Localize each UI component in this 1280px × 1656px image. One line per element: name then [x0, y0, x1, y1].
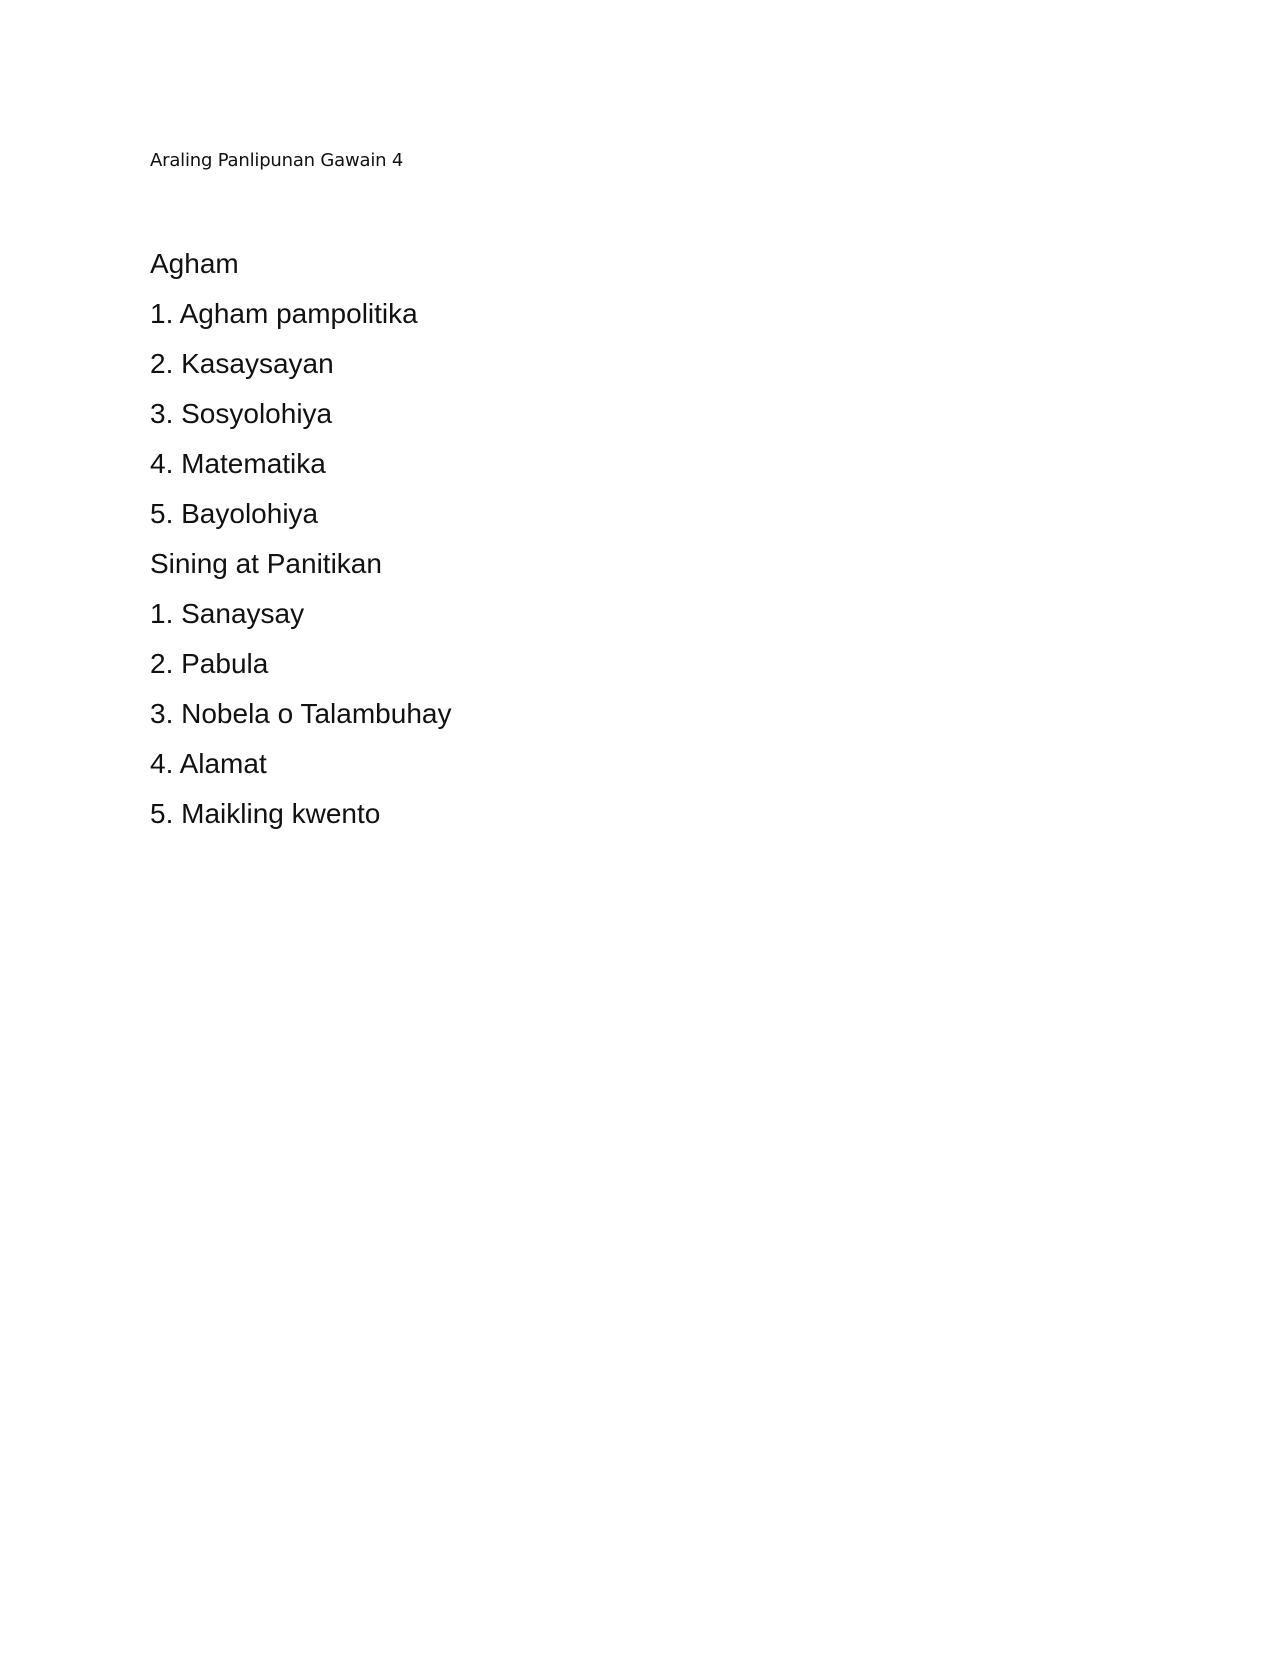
document-body — [150, 244, 451, 844]
list-item: 4. Matematika — [150, 448, 326, 479]
list-item: 1. Sanaysay — [150, 598, 305, 629]
section-heading-sining-at-panitikan: Sining at Panitikan — [150, 548, 382, 579]
list-item: 2. Pabula — [150, 648, 269, 679]
section-heading-agham: Agham — [150, 248, 239, 279]
list-item: 3. Sosyolohiya — [150, 398, 333, 429]
list-item: 4. Alamat — [150, 748, 267, 779]
list-item: 3. Nobela o Talambuhay — [150, 698, 452, 729]
list-item: 1. Agham pampolitika — [150, 298, 418, 329]
list-item: 5. Maikling kwento — [150, 798, 381, 829]
list-item: 2. Kasaysayan — [150, 348, 334, 379]
document-header: Araling Panlipunan Gawain 4 — [150, 150, 404, 171]
list-item: 5. Bayolohiya — [150, 498, 319, 529]
